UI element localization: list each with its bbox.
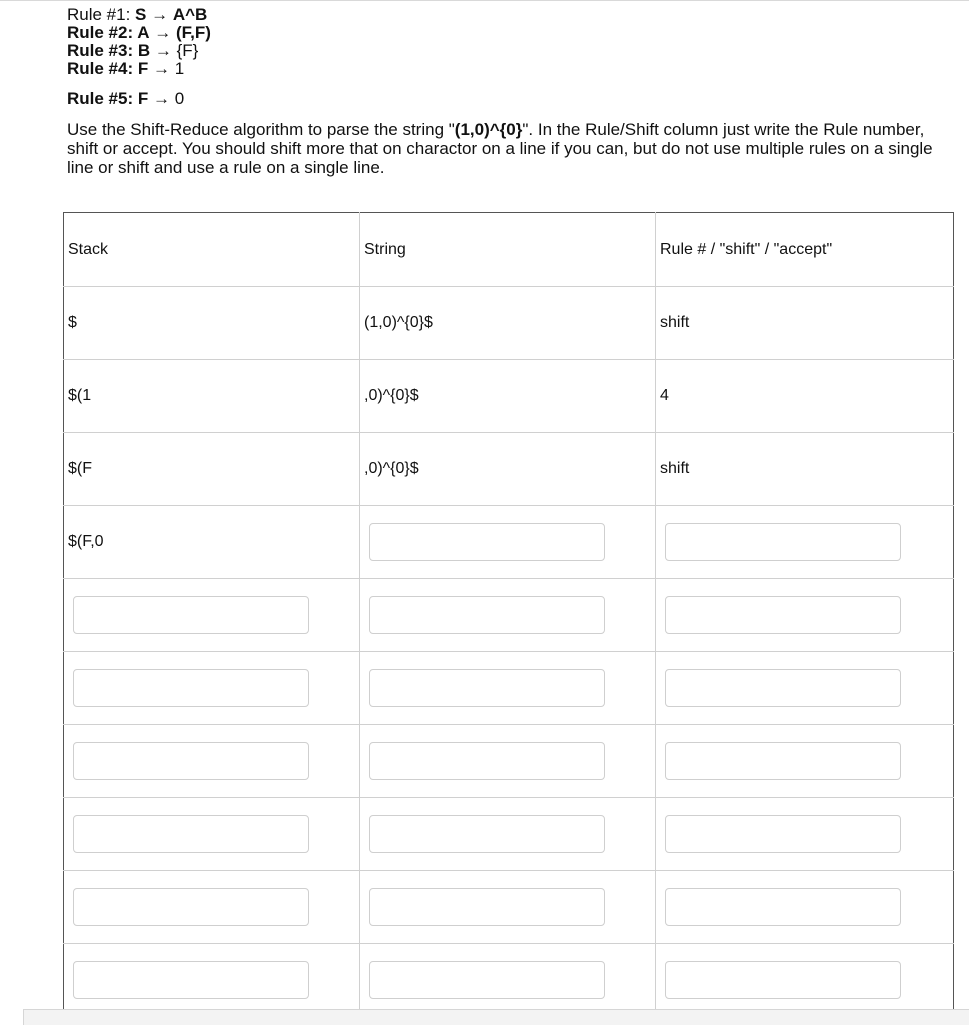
string-cell (360, 652, 656, 725)
string-cell: ,0)^{0}$ (360, 433, 656, 506)
rule-2: Rule #2: A → (F,F) (67, 23, 211, 42)
string-input[interactable] (369, 961, 605, 999)
rule-cell: 4 (656, 360, 954, 433)
table-row (64, 652, 954, 725)
string-input[interactable] (369, 669, 605, 707)
string-cell: (1,0)^{0}$ (360, 287, 656, 360)
string-input[interactable] (369, 742, 605, 780)
top-divider (0, 0, 969, 1)
bottom-panel-edge (23, 1009, 969, 1025)
rule-cell (656, 798, 954, 871)
rule-cell (656, 871, 954, 944)
stack-input[interactable] (73, 596, 309, 634)
rule-3: Rule #3: B → {F} (67, 41, 199, 60)
table-row (64, 287, 954, 360)
stack-cell (64, 871, 360, 944)
string-input[interactable] (369, 596, 605, 634)
stack-cell (64, 944, 360, 1017)
string-input[interactable] (369, 815, 605, 853)
string-cell (360, 579, 656, 652)
string-cell (360, 725, 656, 798)
string-cell (360, 506, 656, 579)
table-row (64, 579, 954, 652)
stack-cell (64, 579, 360, 652)
header-stack: Stack (64, 213, 360, 287)
header-string: String (360, 213, 656, 287)
table-row (64, 433, 954, 506)
parse-table (63, 212, 954, 1017)
stack-cell (64, 725, 360, 798)
rule-input[interactable] (665, 742, 901, 780)
table-row (64, 725, 954, 798)
rule-5: Rule #5: F → 0 (67, 89, 185, 108)
rule-cell: shift (656, 433, 954, 506)
table-row (64, 944, 954, 1017)
rule-input[interactable] (665, 961, 901, 999)
string-cell (360, 944, 656, 1017)
rule-cell (656, 652, 954, 725)
target-string: (1,0)^{0} (454, 120, 523, 139)
rule-input[interactable] (665, 888, 901, 926)
rule-input[interactable] (665, 815, 901, 853)
stack-cell: $(1 (64, 360, 360, 433)
rule-input[interactable] (665, 523, 901, 561)
rule-input[interactable] (665, 669, 901, 707)
stack-cell (64, 652, 360, 725)
stack-input[interactable] (73, 742, 309, 780)
stack-input[interactable] (73, 669, 309, 707)
stack-input[interactable] (73, 961, 309, 999)
table-row (64, 360, 954, 433)
table-header-row (64, 213, 954, 287)
string-input[interactable] (369, 523, 605, 561)
stack-cell (64, 798, 360, 871)
stack-input[interactable] (73, 888, 309, 926)
stack-cell: $(F (64, 433, 360, 506)
rule-input[interactable] (665, 596, 901, 634)
rule-1: Rule #1: S → A^B (67, 5, 208, 24)
stack-cell: $(F,0 (64, 506, 360, 579)
instructions-text: Use the Shift-Reduce algorithm to parse the string "(1,0)^{0}". In the Rule/Shift column just write the Rule number, shift or accept. You should shift more that on charactor on a line if you can, but do not use multiple rules on a single line or shift and use a rule on a single line. (67, 120, 933, 177)
rule-cell: shift (656, 287, 954, 360)
table-row (64, 506, 954, 579)
stack-cell: $ (64, 287, 360, 360)
string-cell (360, 871, 656, 944)
rule-cell (656, 944, 954, 1017)
string-cell (360, 798, 656, 871)
string-input[interactable] (369, 888, 605, 926)
stack-input[interactable] (73, 815, 309, 853)
rule-cell (656, 725, 954, 798)
string-cell: ,0)^{0}$ (360, 360, 656, 433)
header-rule: Rule # / "shift" / "accept" (656, 213, 954, 287)
table-row (64, 871, 954, 944)
rule-cell (656, 506, 954, 579)
question-content (67, 6, 957, 177)
rule-cell (656, 579, 954, 652)
table-row (64, 798, 954, 871)
rule-4: Rule #4: F → 1 (67, 59, 185, 78)
